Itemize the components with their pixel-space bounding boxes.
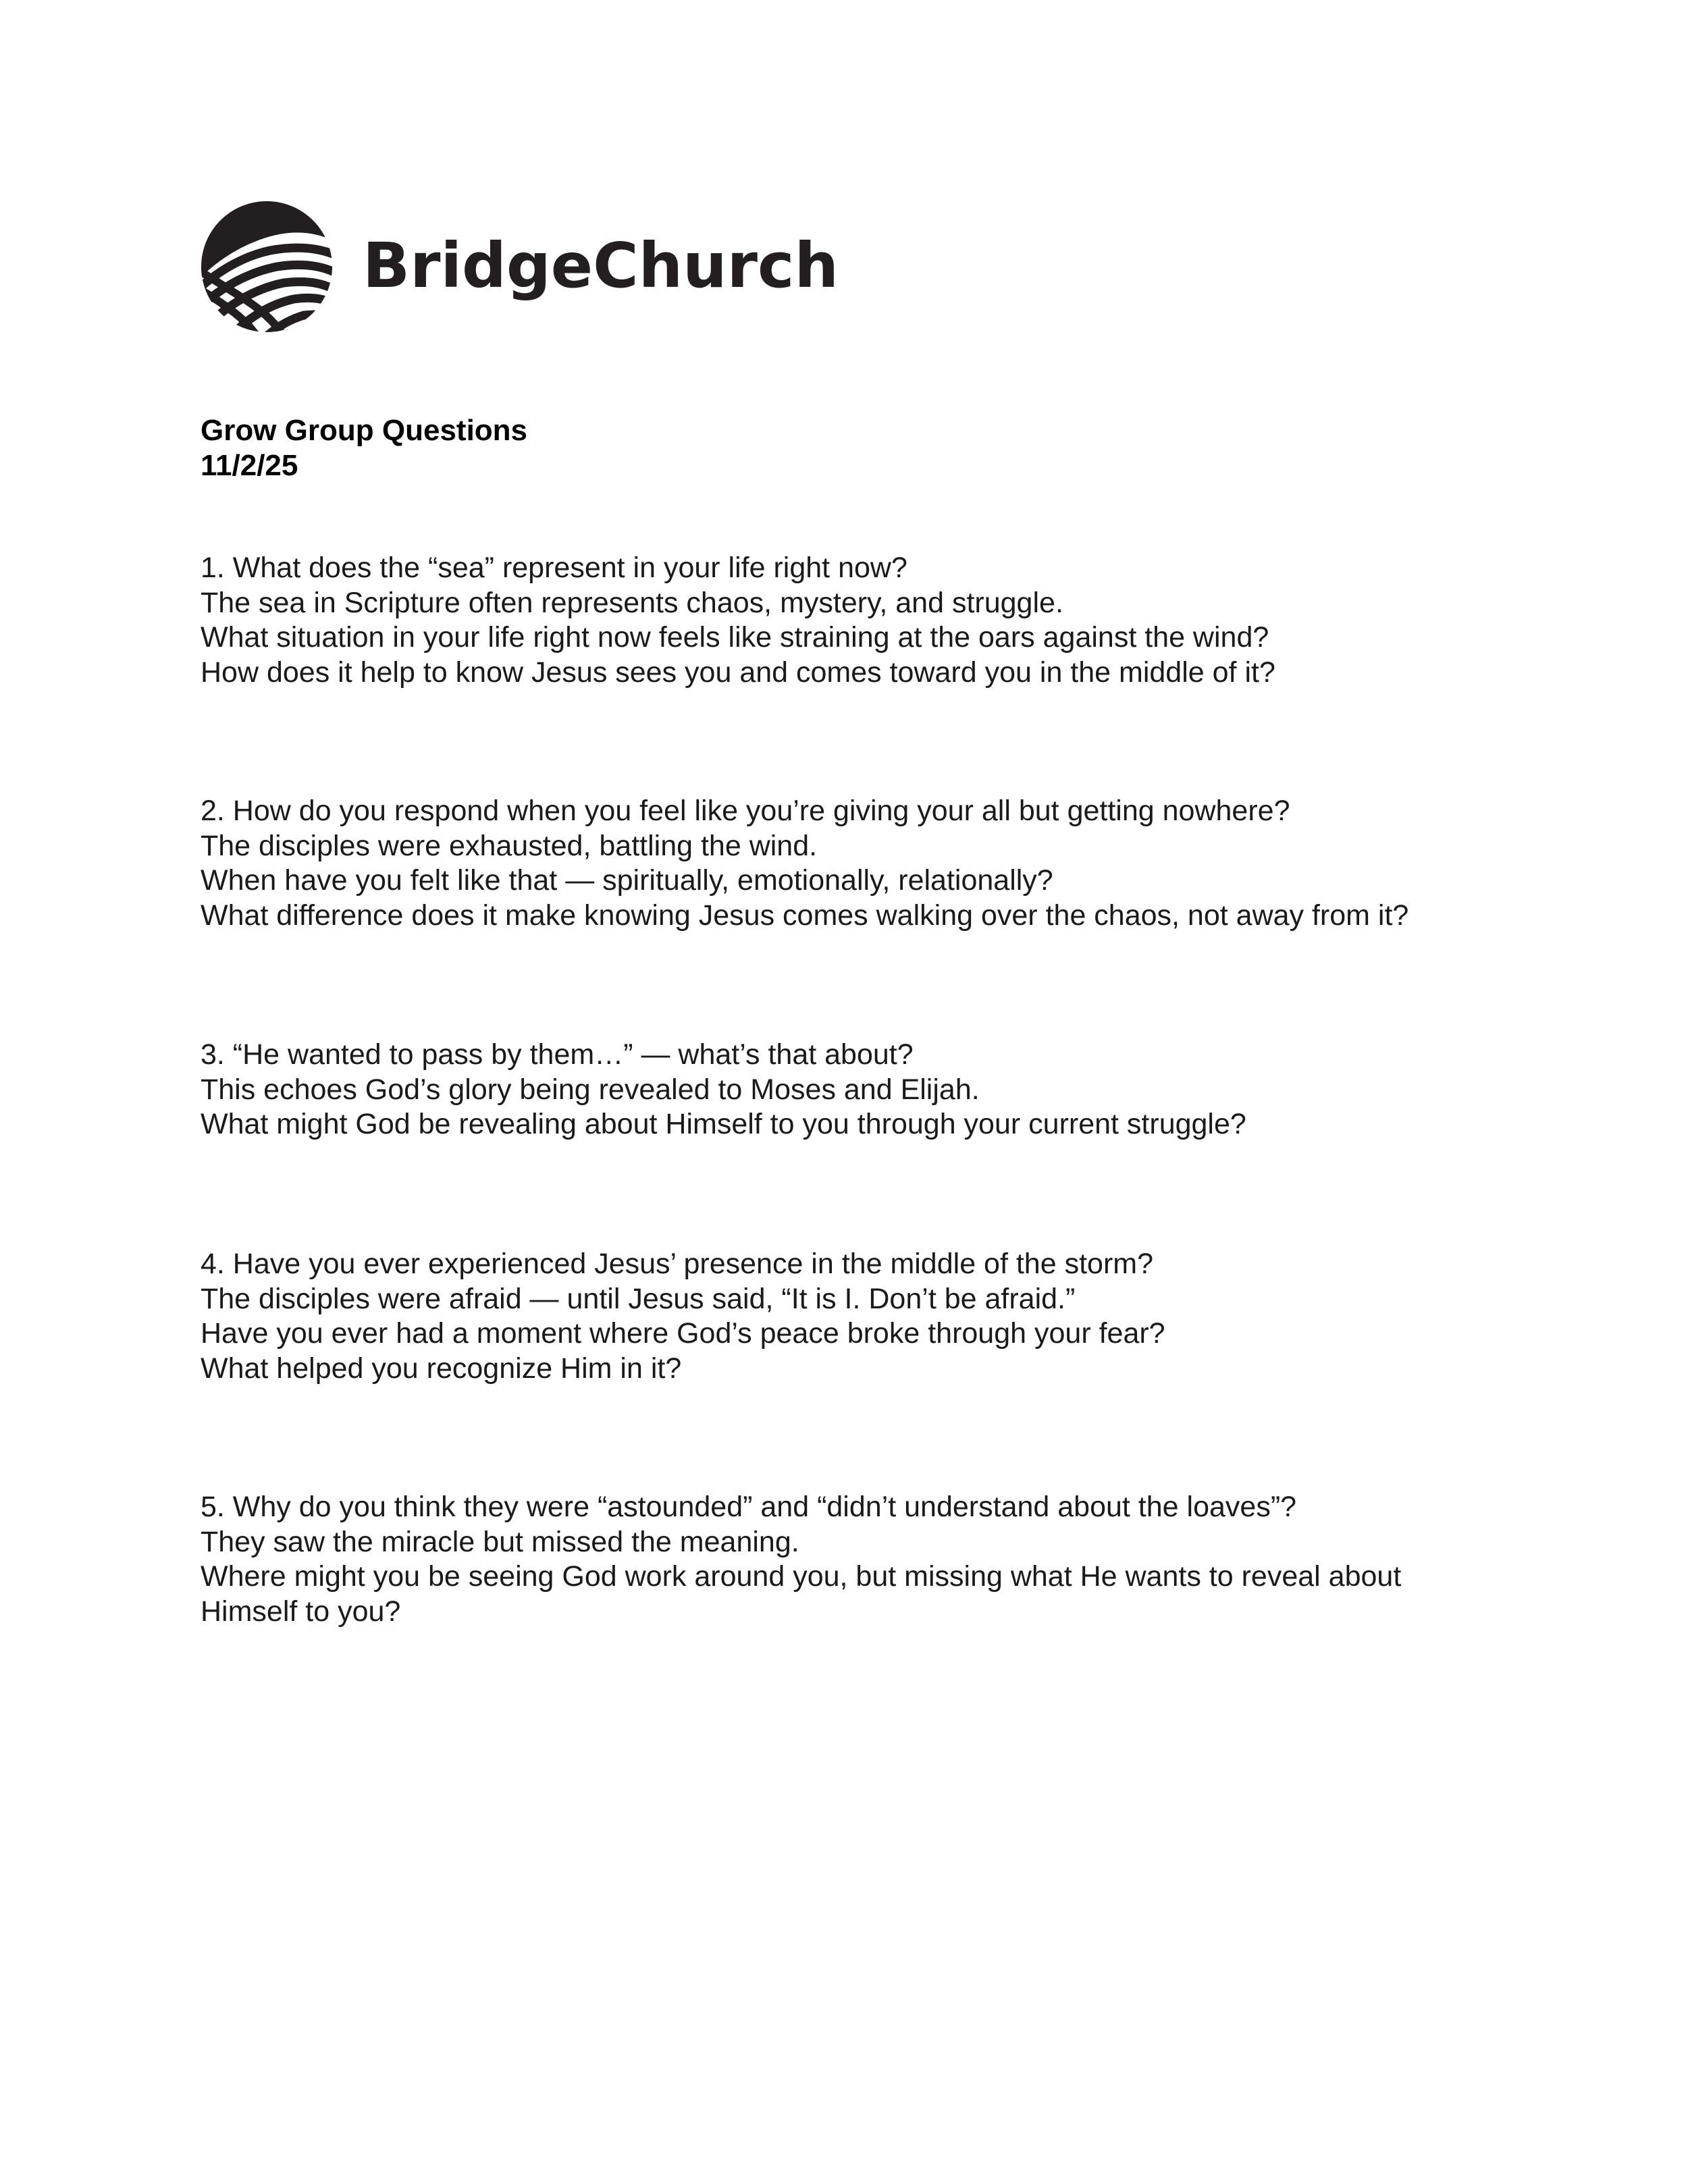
- question-5-line-4: Himself to you?: [201, 1595, 401, 1628]
- question-4-line-3: Have you ever had a moment where God’s peace broke through your fear?: [201, 1317, 1165, 1350]
- logo-wordmark: BridgeChurch: [363, 230, 839, 302]
- question-3-line-2: This echoes God’s glory being revealed to Moses and Elijah.: [201, 1073, 980, 1106]
- question-1-line-2: The sea in Scripture often represents chaos, mystery, and struggle.: [201, 586, 1063, 619]
- question-1-line-3: What situation in your life right now feels like straining at the oars against the wind?: [201, 621, 1269, 654]
- question-3-line-3: What might God be revealing about Himself to you through your current struggle?: [201, 1108, 1246, 1140]
- question-2-line-4: What difference does it make knowing Jesus comes walking over the chaos, not away from it?: [201, 899, 1409, 932]
- question-5: [201, 1490, 1401, 1629]
- bridgechurch-logo-graphic: [199, 199, 839, 334]
- question-4-line-4: What helped you recognize Him in it?: [201, 1352, 682, 1385]
- question-5-line-2: They saw the miracle but missed the meaning.: [201, 1525, 799, 1558]
- question-4-line-2: The disciples were afraid — until Jesus said, “It is I. Don’t be afraid.”: [201, 1282, 1076, 1315]
- question-5-prompt: 5. Why do you think they were “astounded” and “didn’t understand about the loaves”?: [201, 1491, 1297, 1523]
- document-heading: [201, 413, 527, 483]
- question-5-line-3: Where might you be seeing God work around you, but missing what He wants to reveal about: [201, 1560, 1402, 1593]
- question-2-line-3: When have you felt like that — spiritually, emotionally, relationally?: [201, 864, 1053, 897]
- question-2: [201, 794, 1408, 933]
- question-3-prompt: 3. “He wanted to pass by them…” — what’s that about?: [201, 1038, 914, 1071]
- document-date: 11/2/25: [201, 449, 298, 482]
- question-4: [201, 1247, 1165, 1386]
- question-1-prompt: 1. What does the “sea” represent in your life right now?: [201, 552, 907, 584]
- question-2-line-2: The disciples were exhausted, battling the wind.: [201, 829, 818, 862]
- bridge-emblem-icon: [192, 199, 341, 354]
- question-2-prompt: 2. How do you respond when you feel like you’re giving your all but getting nowhere?: [201, 795, 1290, 827]
- question-1: [201, 551, 1275, 690]
- question-1-line-4: How does it help to know Jesus sees you and comes toward you in the middle of it?: [201, 656, 1275, 689]
- question-4-prompt: 4. Have you ever experienced Jesus’ presence in the middle of the storm?: [201, 1248, 1154, 1280]
- document-title: Grow Group Questions: [201, 414, 528, 447]
- bridgechurch-logo: [199, 199, 839, 334]
- question-3: [201, 1038, 1246, 1142]
